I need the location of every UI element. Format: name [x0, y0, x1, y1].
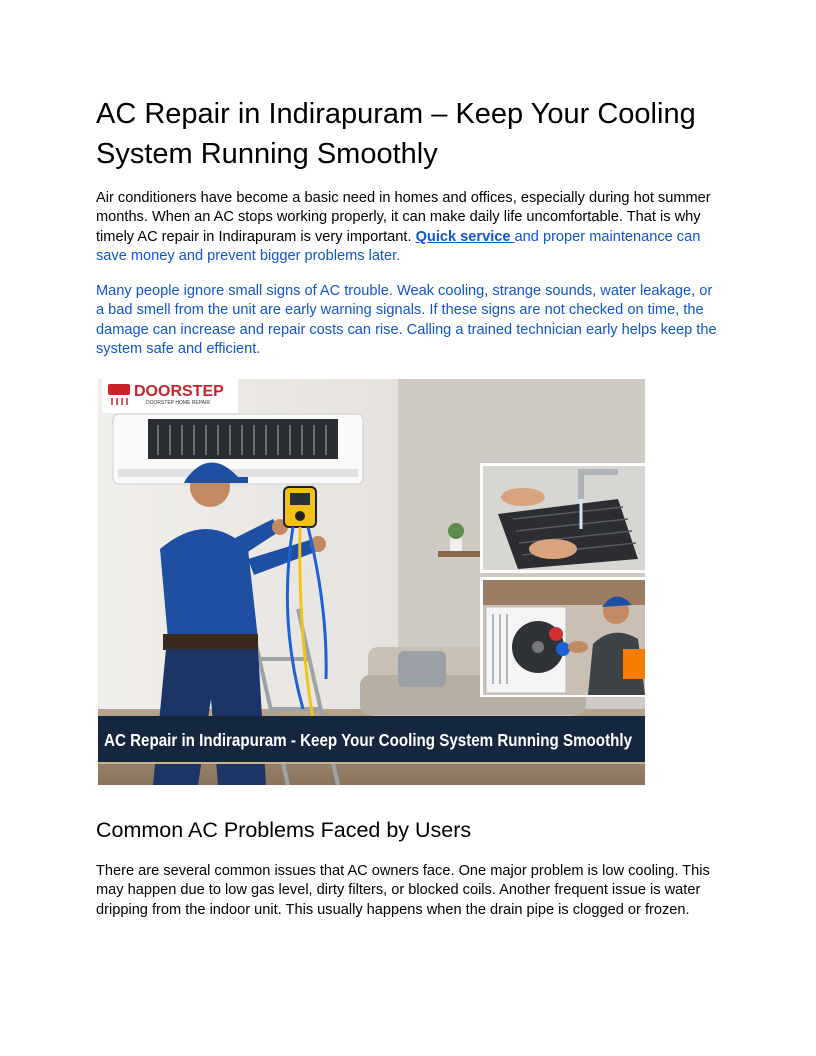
- intro-text-after-link: and proper maintenance can save money and prevent bigger problems later.: [96, 228, 701, 264]
- warning-signs-paragraph: Many people ignore small signs of AC trouble. Weak cooling, strange sounds, water leakage, or a bad smell from the unit are early warning signals. If these signs are not checked on time, the damage can increase and repair costs can rise. Calling a trained technician early helps keep the system safe and efficient.: [96, 283, 717, 357]
- ac-repair-hero-image: [98, 379, 645, 785]
- image-banner: [98, 716, 645, 764]
- banner-text: AC Repair in Indirapuram - Keep Your Cooling System Running Smoothly: [104, 730, 633, 750]
- common-problems-paragraph: There are several common issues that AC owners face. One major problem is low cooling. This may happen due to low gas level, dirty filters, or blocked coils. Another frequent issue is water dripping from the indoor unit. This usually happens when the drain pipe is clogged or frozen.: [96, 863, 710, 918]
- doorstep-logo: [102, 379, 238, 413]
- inset-outdoor-unit: [480, 577, 645, 697]
- inset-filter-cleaning: [480, 463, 645, 573]
- ac-indoor-unit: [113, 414, 363, 484]
- hero-illustration: [98, 379, 645, 785]
- page-title: AC Repair in Indirapuram – Keep Your Cooling System Running Smoothly: [96, 98, 696, 170]
- intro-paragraph: [96, 189, 724, 266]
- intro-text: Air conditioners have become a basic need in homes and offices, especially during hot summer months. When an AC stops working properly, it can make daily life uncomfortable. That is why timely AC repair in Indirapuram is very important.: [96, 190, 711, 245]
- quick-service-link[interactable]: Quick service: [415, 228, 515, 245]
- logo-main-text: DOORSTEP: [134, 383, 224, 400]
- logo-sub-text: DOORSTEP HOME REPAIR: [146, 400, 210, 406]
- section-heading: Common AC Problems Faced by Users: [96, 818, 472, 842]
